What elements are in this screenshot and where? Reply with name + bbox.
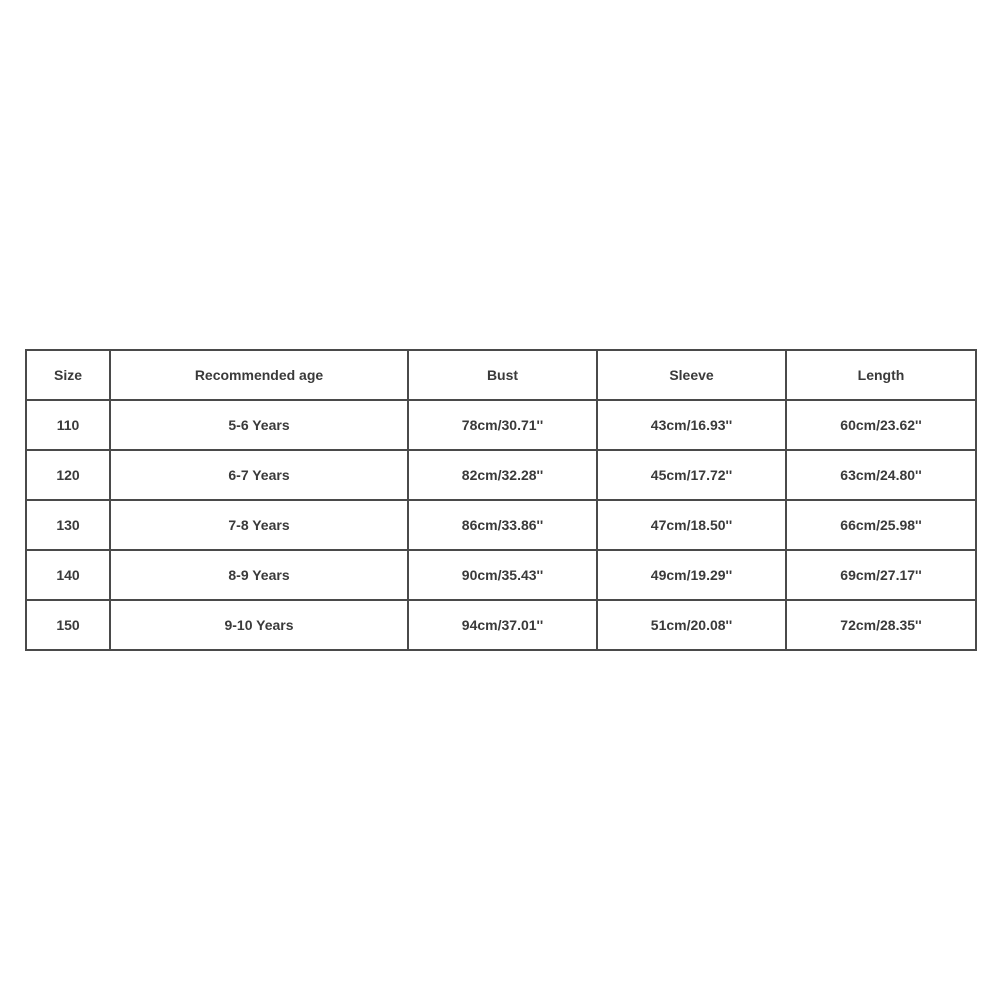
cell-length: 60cm/23.62'' (786, 400, 976, 450)
cell-sleeve: 43cm/16.93'' (597, 400, 786, 450)
cell-sleeve: 45cm/17.72'' (597, 450, 786, 500)
cell-bust: 94cm/37.01'' (408, 600, 597, 650)
cell-size: 140 (26, 550, 110, 600)
cell-bust: 78cm/30.71'' (408, 400, 597, 450)
table-row (26, 500, 976, 550)
cell-bust: 90cm/35.43'' (408, 550, 597, 600)
cell-bust: 86cm/33.86'' (408, 500, 597, 550)
cell-length: 63cm/24.80'' (786, 450, 976, 500)
cell-length: 72cm/28.35'' (786, 600, 976, 650)
cell-recommended-age: 7-8 Years (110, 500, 408, 550)
header-sleeve: Sleeve (597, 350, 786, 400)
cell-size: 110 (26, 400, 110, 450)
header-length: Length (786, 350, 976, 400)
size-chart-table (25, 349, 977, 651)
cell-bust: 82cm/32.28'' (408, 450, 597, 500)
header-size: Size (26, 350, 110, 400)
table-row (26, 550, 976, 600)
cell-recommended-age: 6-7 Years (110, 450, 408, 500)
cell-length: 66cm/25.98'' (786, 500, 976, 550)
cell-recommended-age: 8-9 Years (110, 550, 408, 600)
table-row (26, 400, 976, 450)
cell-size: 150 (26, 600, 110, 650)
table-row (26, 450, 976, 500)
cell-sleeve: 51cm/20.08'' (597, 600, 786, 650)
table-header-row (26, 350, 976, 400)
table-row (26, 600, 976, 650)
cell-length: 69cm/27.17'' (786, 550, 976, 600)
cell-sleeve: 47cm/18.50'' (597, 500, 786, 550)
header-recommended-age: Recommended age (110, 350, 408, 400)
cell-recommended-age: 5-6 Years (110, 400, 408, 450)
cell-size: 130 (26, 500, 110, 550)
header-bust: Bust (408, 350, 597, 400)
cell-sleeve: 49cm/19.29'' (597, 550, 786, 600)
cell-size: 120 (26, 450, 110, 500)
cell-recommended-age: 9-10 Years (110, 600, 408, 650)
